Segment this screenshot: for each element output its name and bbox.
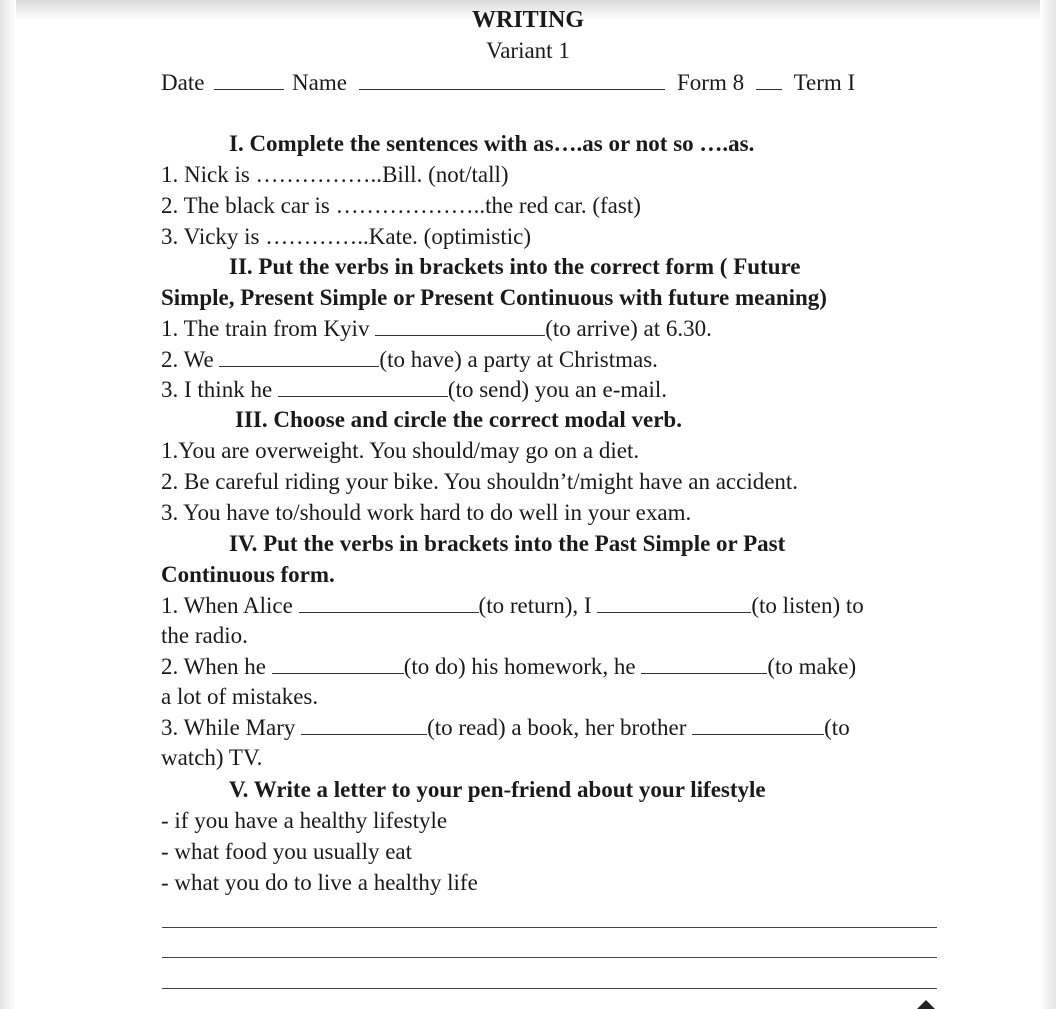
section4-item-1-cont: the radio. [161, 623, 248, 648]
section2-item-2 [161, 344, 658, 374]
term-label: Term I [793, 70, 856, 95]
answer-blank[interactable] [375, 313, 545, 336]
form-label: Form 8 [677, 70, 745, 95]
item-text: (to do) his homework, he [403, 654, 636, 679]
item-text: 2. The black car is ……………….. [161, 193, 486, 218]
section3-item-2: 2. Be careful riding your bike. You shouldn’t/might have an accident. [161, 469, 799, 494]
section2-heading-line1: II. Put the verbs in brackets into the correct form ( Future [229, 254, 801, 279]
section4-item-2 [161, 651, 856, 681]
item-text: Bill. (not/tall) [382, 162, 509, 187]
item-text: 3. I think he [161, 377, 273, 402]
writing-line[interactable] [162, 927, 937, 928]
item-text: 1. Nick is …………….. [161, 162, 383, 187]
answer-blank[interactable] [272, 651, 404, 674]
answer-blank[interactable] [299, 590, 479, 613]
date-blank[interactable] [214, 67, 284, 90]
header-fields-row [161, 67, 284, 97]
form-blank[interactable] [756, 67, 782, 90]
name-blank[interactable] [359, 67, 665, 90]
item-text: (to [824, 715, 850, 740]
section4-item-2-cont: a lot of mistakes. [161, 684, 319, 709]
answer-blank[interactable] [597, 590, 751, 613]
item-text: 2. When he [161, 654, 266, 679]
section4-heading-line2: Continuous form. [161, 562, 335, 587]
answer-blank[interactable] [219, 344, 379, 367]
item-text: 1. When Alice [161, 593, 293, 618]
section4-item-3 [161, 712, 850, 742]
section3-item-3: 3. You have to/should work hard to do well in your exam. [161, 500, 692, 525]
section4-item-1 [161, 590, 864, 620]
item-text: 3. Vicky is ………….. [161, 224, 369, 249]
section5-bullet-1: - if you have a healthy lifestyle [161, 808, 448, 833]
date-label: Date [161, 70, 205, 95]
form-field [677, 67, 855, 97]
answer-blank[interactable] [641, 651, 767, 674]
writing-line[interactable] [162, 988, 937, 989]
writing-line[interactable] [162, 957, 937, 958]
section2-heading-line2: Simple, Present Simple or Present Continuous with future meaning) [161, 285, 827, 310]
answer-blank[interactable] [692, 712, 824, 735]
page-title: WRITING [471, 7, 585, 33]
item-text: (to have) a party at Christmas. [379, 347, 658, 372]
item-text: (to make) [767, 654, 857, 679]
item-text: Kate. (optimistic) [368, 224, 532, 249]
section4-heading-line1: IV. Put the verbs in brackets into the Past Simple or Past [229, 531, 786, 556]
section5-bullet-2: - what food you usually eat [161, 839, 413, 864]
item-text: 2. We [161, 347, 214, 372]
item-text: (to send) you an e-mail. [447, 377, 667, 402]
item-text: (to read) a book, her brother [427, 715, 687, 740]
section4-item-3-cont: watch) TV. [161, 745, 263, 770]
item-text: 3. While Mary [161, 715, 296, 740]
scroll-up-arrow-icon[interactable] [917, 1000, 935, 1009]
section5-bullet-3: - what you do to live a healthy life [161, 870, 478, 895]
item-text: the red car. (fast) [485, 193, 641, 218]
item-text: (to arrive) at 6.30. [545, 316, 712, 341]
section2-item-3 [161, 374, 667, 404]
section3-heading: III. Choose and circle the correct modal verb. [235, 407, 682, 432]
section1-item-1 [161, 160, 509, 190]
section3-item-1: 1.You are overweight. You should/may go on a diet. [161, 438, 640, 463]
item-text: (to return), I [478, 593, 592, 618]
answer-blank[interactable] [278, 374, 448, 397]
section1-heading: I. Complete the sentences with as….as or not so ….as. [229, 131, 755, 156]
name-field [292, 67, 665, 97]
variant-label: Variant 1 [486, 38, 570, 63]
section5-heading: V. Write a letter to your pen-friend about your lifestyle [229, 777, 766, 802]
item-text: (to listen) to [751, 593, 864, 618]
section1-item-3 [161, 222, 531, 252]
section2-item-1 [161, 313, 712, 343]
answer-blank[interactable] [301, 712, 427, 735]
name-label: Name [292, 70, 347, 95]
item-text: 1. The train from Kyiv [161, 316, 370, 341]
section1-item-2 [161, 191, 641, 221]
